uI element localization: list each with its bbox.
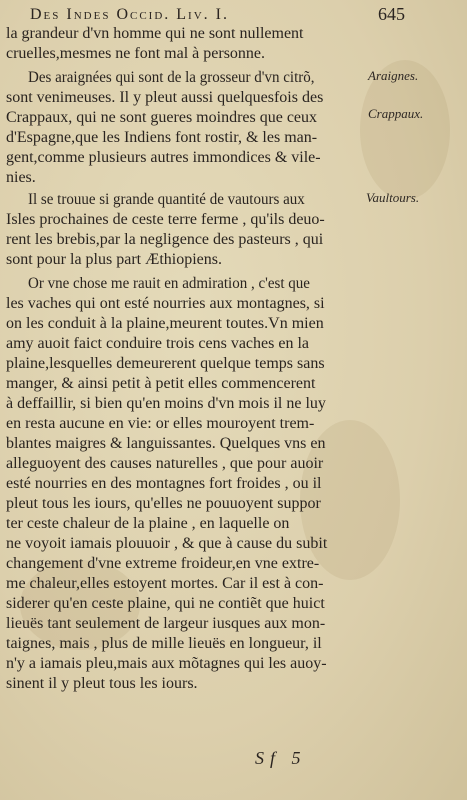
text-line: sont pour la plus part Æthiopiens. bbox=[6, 251, 222, 268]
text-line: la grandeur d'vn homme qui ne sont nullement bbox=[6, 25, 304, 42]
text-line: ne voyoit iamais plouuoir , & que à cause du subit bbox=[6, 535, 328, 552]
text-line: me chaleur,elles estoyent mortes. Car il est à con- bbox=[6, 575, 324, 592]
text-line: alleguoyent des causes naturelles , que pour auoir bbox=[6, 455, 324, 472]
page-number: 645 bbox=[378, 4, 405, 24]
text-line: sinent il y pleut tous les iours. bbox=[6, 675, 198, 692]
text-line: on les conduit à la plaine,meurent toutes.Vn mien bbox=[6, 315, 324, 332]
text-line: cruelles,mesmes ne font mal à personne. bbox=[6, 45, 266, 62]
text-line: amy auoit faict conduire trois cens vaches en la bbox=[6, 335, 309, 352]
text-line: plaine,lesquelles demeurerent quelque temps sans bbox=[6, 355, 325, 372]
text-line: en resta aucune en vie: or elles mouroyent trem- bbox=[6, 415, 315, 432]
text-line: n'y a iamais pleu,mais aux mõtagnes qui les auoy- bbox=[6, 655, 327, 672]
text-line: ter ceste chaleur de la plaine , en laquelle on bbox=[6, 515, 290, 532]
text-line: gent,comme plusieurs autres immondices & vile- bbox=[6, 149, 321, 166]
text-line: rent les brebis,par la negligence des pasteurs , qui bbox=[6, 231, 324, 248]
text-line: siderer qu'en ceste plaine, qui ne contiẽt que huict bbox=[6, 595, 325, 612]
running-header: Des Indes Occid. Liv. I. bbox=[30, 6, 229, 23]
text-line: Il se trouue si grande quantité de vautours aux bbox=[28, 191, 305, 208]
text-line: nies. bbox=[6, 169, 36, 186]
text-line: Or vne chose me rauit en admiration , c'est que bbox=[28, 275, 310, 292]
text-line: Isles prochaines de ceste terre ferme , qu'ils deuo- bbox=[6, 211, 325, 228]
text-line: taignes, mais , plus de mille lieuës en longueur, il bbox=[6, 635, 322, 652]
text-line: manger, & ainsi petit à petit elles commencerent bbox=[6, 375, 316, 392]
text-line: Des araignées qui sont de la grosseur d'vn citrõ, bbox=[28, 69, 315, 86]
text-line: Crappaux, qui ne sont gueres moindres que ceux bbox=[6, 109, 318, 126]
margin-note-vaultours: Vaultours. bbox=[366, 190, 420, 205]
text-line: les vaches qui ont esté nourries aux montagnes, si bbox=[6, 295, 325, 312]
text-line: changement d'vne extreme froideur,en vne extre- bbox=[6, 555, 320, 572]
text-line: blantes maigres & languissantes. Quelques vns en bbox=[6, 435, 326, 452]
margin-note-crappaux: Crappaux. bbox=[368, 106, 424, 121]
signature-mark: Sf 5 bbox=[255, 748, 307, 768]
text-line: d'Espagne,que les Indiens font rostir, & les man- bbox=[6, 129, 318, 146]
text-line: pleut tous les iours, qu'elles ne pouuoyent suppor bbox=[6, 495, 321, 512]
text-line: à deffaillir, si bien qu'en moins d'vn mois il ne luy bbox=[6, 395, 326, 412]
text-line: sont venimeuses. Il y pleut aussi quelquesfois des bbox=[6, 89, 324, 106]
text-line: esté nourries en des montagnes fort froides , ou il bbox=[6, 475, 322, 492]
margin-note-araignes: Araignes. bbox=[368, 68, 419, 83]
text-line: lieuës tant seulement de largeur iusques aux mon- bbox=[6, 615, 326, 632]
